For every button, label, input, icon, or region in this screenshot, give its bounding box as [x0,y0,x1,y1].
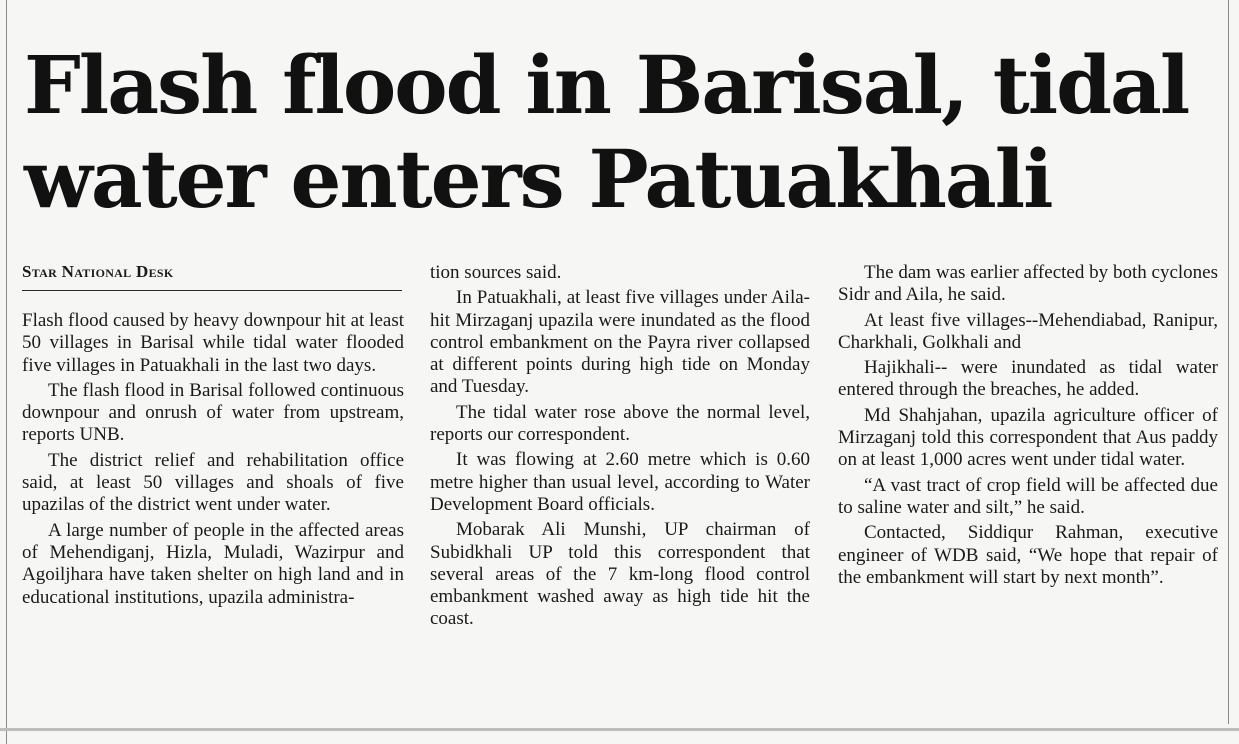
paragraph: Mobarak Ali Munshi, UP chairman of Subidkhali UP told this correspondent that several areas of the 7 km-long flood control embankment washed away as high tide hit the coast. [430,519,810,630]
paragraph: Contacted, Siddiqur Rahman, executive engineer of WDB said, “We hope that repair of the embankment will start by next month”. [838,522,1218,588]
right-column-rule [1228,0,1229,724]
paragraph: At least five villages--Mehendiabad, Ranipur, Charkhali, Golkhali and [838,309,1218,353]
paragraph: The dam was earlier affected by both cyclones Sidr and Aila, he said. [838,262,1218,306]
left-column-rule [6,0,7,744]
paragraph: It was flowing at 2.60 metre which is 0.60 metre higher than usual level, according to Water Development Board officials. [430,449,810,515]
paragraph: tion sources said. [430,262,562,283]
paragraph: Md Shahjahan, upazila agriculture officer of Mirzaganj told this correspondent that Aus paddy on at least 1,000 acres went under tidal water. [838,404,1218,471]
article-column-1 [22,310,404,612]
headline-line-2: water enters Patuakhali [24,132,1052,226]
paragraph: Hajikhali-- were inundated as tidal water entered through the breaches, he added. [838,357,1218,401]
paragraph: The flash flood in Barisal followed continuous downpour and onrush of water from upstream, reports UNB. [22,379,404,446]
article-column-2 [430,262,810,634]
bottom-rule [0,728,1239,731]
paragraph: “A vast tract of crop field will be affected due to saline water and silt,” he said. [838,474,1218,518]
article-column-3 [838,262,1218,592]
paragraph: In Patuakhali, at least five villages under Aila-hit Mirzaganj upazila were inundated as the flood control embankment on the Payra river collapsed at different points during high tide on Monday and Tuesday. [430,287,810,398]
byline: Star National Desk [22,262,402,291]
article-headline [24,38,1224,226]
paragraph: Flash flood caused by heavy downpour hit at least 50 villages in Barisal while tidal water flooded five villages in Patuakhali in the last two days. [22,310,404,376]
paragraph: A large number of people in the affected areas of Mehendiganj, Hizla, Muladi, Wazirpur and Agoiljhara have taken shelter on high land and in educational institutions, upazila administra- [22,519,404,608]
headline-line-1: Flash flood in Barisal, tidal [24,38,1189,132]
paragraph: The district relief and rehabilitation office said, at least 50 villages and shoals of five upazilas of the district went under water. [22,449,404,516]
paragraph: The tidal water rose above the normal level, reports our correspondent. [430,401,810,446]
